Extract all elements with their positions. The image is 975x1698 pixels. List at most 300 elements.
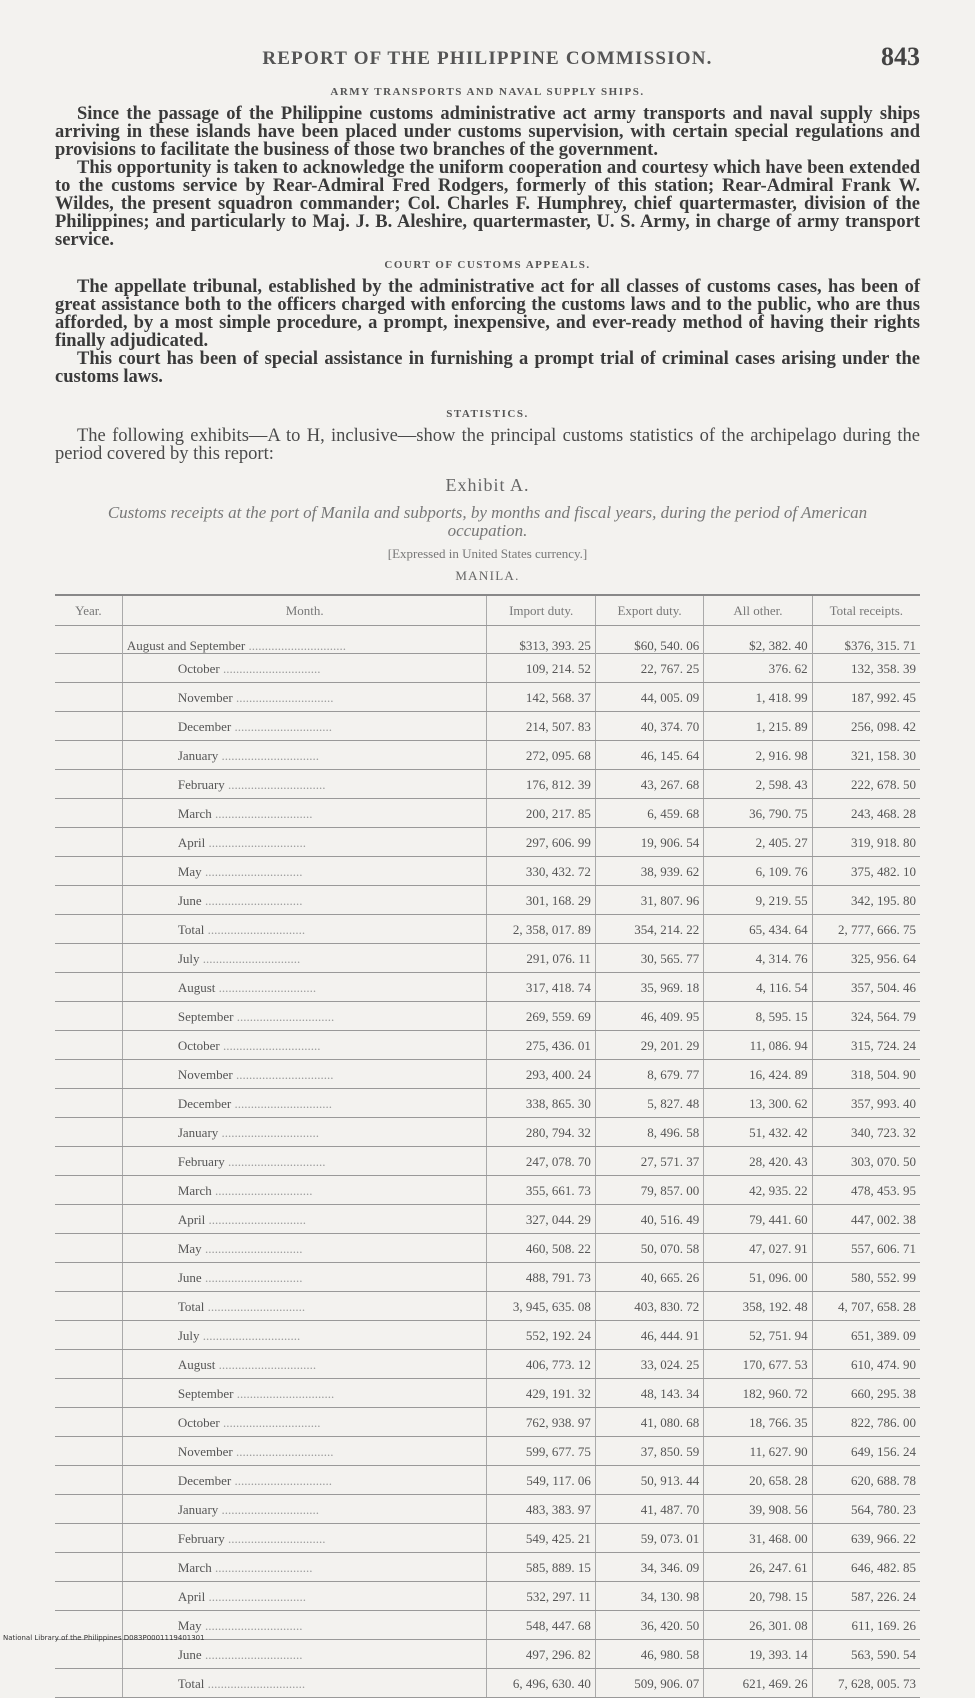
year-cell	[55, 1118, 122, 1147]
export-duty-cell: 6, 459. 68	[595, 799, 703, 828]
total-receipts-cell: 587, 226. 24	[812, 1582, 920, 1611]
export-duty-cell: 354, 214. 22	[595, 915, 703, 944]
month-cell	[122, 1118, 487, 1147]
leader-dots: ..............................	[232, 1066, 334, 1082]
table-total-row	[55, 626, 920, 654]
all-other-cell: 11, 086. 94	[704, 1031, 812, 1060]
year-cell	[55, 1002, 122, 1031]
all-other-cell: 6, 109. 76	[704, 857, 812, 886]
export-duty-cell: 19, 906. 54	[595, 828, 703, 857]
paragraph: The appellate tribunal, established by the administrative act for all classes of customs cases, has been of great assistance both to the officers charged with enforcing the customs laws and to the public, who are thus afforded, by a most simple procedure, a prompt, inexpensive, and ever-ready method of having their rights finally adjudicated.	[55, 277, 920, 351]
export-duty-cell: 34, 130. 98	[595, 1582, 703, 1611]
section-heading-army-transports: ARMY TRANSPORTS AND NAVAL SUPPLY SHIPS.	[330, 86, 645, 98]
leader-dots: ..............................	[201, 1269, 303, 1285]
month-cell	[122, 973, 487, 1002]
total-receipts-cell: 564, 780. 23	[812, 1495, 920, 1524]
import-duty-cell: 3, 945, 635. 08	[487, 1292, 595, 1321]
month-label: July	[177, 950, 200, 966]
month-label: November	[177, 1443, 233, 1459]
total-receipts-cell: 324, 564. 79	[812, 1002, 920, 1031]
year-cell	[55, 1176, 122, 1205]
table-total-row	[55, 1205, 920, 1234]
month-label: July	[177, 1327, 200, 1343]
leader-dots: ..............................	[204, 1675, 306, 1691]
year-cell	[55, 1205, 122, 1234]
leader-dots: ..............................	[232, 1443, 334, 1459]
import-duty-cell: 585, 889. 15	[487, 1553, 595, 1582]
month-label: December	[177, 718, 232, 734]
total-receipts-cell: 340, 723. 32	[812, 1118, 920, 1147]
column-header-month: Month.	[122, 595, 487, 626]
export-duty-cell: 37, 850. 59	[595, 1437, 703, 1466]
export-duty-cell: 22, 767. 25	[595, 654, 703, 683]
leader-dots: ..............................	[233, 1008, 335, 1024]
leader-dots: ..............................	[201, 1240, 303, 1256]
export-duty-cell: 31, 807. 96	[595, 886, 703, 915]
leader-dots: ..............................	[218, 1124, 320, 1140]
total-receipts-cell: 620, 688. 78	[812, 1466, 920, 1495]
import-duty-cell: 762, 938. 97	[487, 1408, 595, 1437]
all-other-cell: 13, 300. 62	[704, 1089, 812, 1118]
all-other-cell: 2, 405. 27	[704, 828, 812, 857]
leader-dots: ..............................	[199, 950, 301, 966]
paragraph: This opportunity is taken to acknowledge the uniform cooperation and courtesy which have been extended to the customs service by Rear-Admiral Fred Rodgers, formerly of this station; Rear-Admiral Frank W. Wildes, the present squadron commander; Col. Charles F. Humphrey, chief quartermaster, division of the Philippines; and particularly to Maj. J. B. Aleshire, quartermaster, U. S. Army, in charge of army transport service.	[55, 158, 920, 250]
table-total-row	[55, 1176, 920, 1205]
table-total-row	[55, 915, 920, 944]
year-cell	[55, 1408, 122, 1437]
table-total-row	[55, 944, 920, 973]
leader-dots: ..............................	[205, 834, 307, 850]
year-cell	[55, 770, 122, 799]
month-cell	[122, 683, 487, 712]
year-cell	[55, 915, 122, 944]
total-receipts-cell: 187, 992. 45	[812, 683, 920, 712]
import-duty-cell: 214, 507. 83	[487, 712, 595, 741]
leader-dots: ..............................	[231, 1095, 333, 1111]
month-cell	[122, 712, 487, 741]
total-receipts-cell: 318, 504. 90	[812, 1060, 920, 1089]
import-duty-cell: 291, 076. 11	[487, 944, 595, 973]
column-header-year: Year.	[55, 595, 122, 626]
year-cell	[55, 799, 122, 828]
all-other-cell: 36, 790. 75	[704, 799, 812, 828]
month-cell	[122, 1176, 487, 1205]
import-duty-cell: 317, 418. 74	[487, 973, 595, 1002]
year-cell	[55, 1495, 122, 1524]
leader-dots: ..............................	[219, 660, 321, 676]
table-total-row	[55, 1089, 920, 1118]
year-cell	[55, 712, 122, 741]
all-other-cell: 358, 192. 48	[704, 1292, 812, 1321]
all-other-cell: 42, 935. 22	[704, 1176, 812, 1205]
export-duty-cell: 36, 420. 50	[595, 1611, 703, 1640]
import-duty-cell: 429, 191. 32	[487, 1379, 595, 1408]
table-total-row	[55, 770, 920, 799]
year-cell	[55, 1437, 122, 1466]
all-other-cell: 31, 468. 00	[704, 1524, 812, 1553]
total-receipts-cell: 4, 707, 658. 28	[812, 1292, 920, 1321]
import-duty-cell: 532, 297. 11	[487, 1582, 595, 1611]
year-cell	[55, 654, 122, 683]
leader-dots: ..............................	[204, 921, 306, 937]
total-receipts-cell: 325, 956. 64	[812, 944, 920, 973]
total-receipts-cell: 639, 966. 22	[812, 1524, 920, 1553]
total-receipts-cell: 7, 628, 005. 73	[812, 1669, 920, 1698]
table-total-row	[55, 1321, 920, 1350]
table-total-row	[55, 1640, 920, 1669]
export-duty-cell: 41, 080. 68	[595, 1408, 703, 1437]
import-duty-cell: 488, 791. 73	[487, 1263, 595, 1292]
table-total-row	[55, 1495, 920, 1524]
import-duty-cell: 6, 496, 630. 40	[487, 1669, 595, 1698]
month-label: May	[177, 1617, 202, 1633]
month-cell	[122, 1234, 487, 1263]
leader-dots: ..............................	[201, 892, 303, 908]
export-duty-cell: 509, 906. 07	[595, 1669, 703, 1698]
month-label: January	[177, 747, 219, 763]
export-duty-cell: 48, 143. 34	[595, 1379, 703, 1408]
export-duty-cell: 40, 516. 49	[595, 1205, 703, 1234]
month-cell	[122, 828, 487, 857]
year-cell	[55, 1321, 122, 1350]
month-cell	[122, 915, 487, 944]
export-duty-cell: 29, 201. 29	[595, 1031, 703, 1060]
year-cell	[55, 1263, 122, 1292]
month-cell	[122, 1205, 487, 1234]
table-total-row	[55, 1437, 920, 1466]
leader-dots: ..............................	[199, 1327, 301, 1343]
month-label: October	[177, 1414, 220, 1430]
all-other-cell: 182, 960. 72	[704, 1379, 812, 1408]
month-label: November	[177, 1066, 233, 1082]
all-other-cell: 28, 420. 43	[704, 1147, 812, 1176]
month-cell	[122, 886, 487, 915]
all-other-cell: 19, 393. 14	[704, 1640, 812, 1669]
month-label: January	[177, 1124, 219, 1140]
all-other-cell: 79, 441. 60	[704, 1205, 812, 1234]
total-receipts-cell: 375, 482. 10	[812, 857, 920, 886]
month-label: October	[177, 1037, 220, 1053]
export-duty-cell: 41, 487. 70	[595, 1495, 703, 1524]
month-label: Total	[177, 1298, 205, 1314]
export-duty-cell: 43, 267. 68	[595, 770, 703, 799]
export-duty-cell: 8, 679. 77	[595, 1060, 703, 1089]
total-receipts-cell: 357, 993. 40	[812, 1089, 920, 1118]
import-duty-cell: 327, 044. 29	[487, 1205, 595, 1234]
all-other-cell: 20, 798. 15	[704, 1582, 812, 1611]
all-other-cell: 51, 432. 42	[704, 1118, 812, 1147]
export-duty-cell: 50, 913. 44	[595, 1466, 703, 1495]
total-receipts-cell: $376, 315. 71	[812, 626, 920, 654]
month-label: February	[177, 1153, 225, 1169]
all-other-cell: 20, 658. 28	[704, 1466, 812, 1495]
leader-dots: ..............................	[204, 1298, 306, 1314]
leader-dots: ..............................	[211, 805, 313, 821]
year-cell	[55, 626, 122, 654]
import-duty-cell: 301, 168. 29	[487, 886, 595, 915]
export-duty-cell: 46, 409. 95	[595, 1002, 703, 1031]
month-cell	[122, 1002, 487, 1031]
table-total-row	[55, 1582, 920, 1611]
month-label: January	[177, 1501, 219, 1517]
import-duty-cell: 280, 794. 32	[487, 1118, 595, 1147]
month-label: June	[177, 1269, 202, 1285]
all-other-cell: 1, 215. 89	[704, 712, 812, 741]
leader-dots: ..............................	[201, 863, 303, 879]
table-total-row	[55, 1408, 920, 1437]
month-cell	[122, 1437, 487, 1466]
leader-dots: ..............................	[224, 1153, 326, 1169]
month-cell	[122, 1147, 487, 1176]
leader-dots: ..............................	[201, 1617, 303, 1633]
export-duty-cell: $60, 540. 06	[595, 626, 703, 654]
table-body	[55, 626, 920, 1698]
export-duty-cell: 40, 374. 70	[595, 712, 703, 741]
year-cell	[55, 1060, 122, 1089]
month-cell	[122, 1031, 487, 1060]
month-cell	[122, 1408, 487, 1437]
month-cell	[122, 654, 487, 683]
export-duty-cell: 38, 939. 62	[595, 857, 703, 886]
table-total-row	[55, 1031, 920, 1060]
table-total-row	[55, 1379, 920, 1408]
export-duty-cell: 46, 980. 58	[595, 1640, 703, 1669]
year-cell	[55, 1379, 122, 1408]
all-other-cell: 8, 595. 15	[704, 1002, 812, 1031]
total-receipts-cell: 315, 724. 24	[812, 1031, 920, 1060]
export-duty-cell: 30, 565. 77	[595, 944, 703, 973]
export-duty-cell: 5, 827. 48	[595, 1089, 703, 1118]
export-duty-cell: 34, 346. 09	[595, 1553, 703, 1582]
export-duty-cell: 40, 665. 26	[595, 1263, 703, 1292]
total-receipts-cell: 321, 158. 30	[812, 741, 920, 770]
all-other-cell: 621, 469. 26	[704, 1669, 812, 1698]
month-cell	[122, 1292, 487, 1321]
month-label: March	[177, 1559, 212, 1575]
table-total-row	[55, 973, 920, 1002]
total-receipts-cell: 563, 590. 54	[812, 1640, 920, 1669]
month-cell	[122, 1379, 487, 1408]
month-cell	[122, 741, 487, 770]
leader-dots: ..............................	[224, 776, 326, 792]
total-receipts-cell: 660, 295. 38	[812, 1379, 920, 1408]
section-heading-statistics: STATISTICS.	[446, 408, 529, 420]
export-duty-cell: 33, 024. 25	[595, 1350, 703, 1379]
table-header-row	[55, 595, 920, 626]
month-cell	[122, 1640, 487, 1669]
year-cell	[55, 828, 122, 857]
export-duty-cell: 44, 005. 09	[595, 683, 703, 712]
import-duty-cell: 200, 217. 85	[487, 799, 595, 828]
import-duty-cell: 549, 117. 06	[487, 1466, 595, 1495]
year-cell	[55, 1147, 122, 1176]
month-label: December	[177, 1472, 232, 1488]
column-header-total-receipts: Total receipts.	[812, 595, 920, 626]
year-cell	[55, 973, 122, 1002]
all-other-cell: $2, 382. 40	[704, 626, 812, 654]
year-cell	[55, 1524, 122, 1553]
export-duty-cell: 27, 571. 37	[595, 1147, 703, 1176]
export-duty-cell: 403, 830. 72	[595, 1292, 703, 1321]
month-label: Total	[177, 1675, 205, 1691]
import-duty-cell: 552, 192. 24	[487, 1321, 595, 1350]
export-duty-cell: 50, 070. 58	[595, 1234, 703, 1263]
month-label: April	[177, 1588, 206, 1604]
month-label: June	[177, 892, 202, 908]
all-other-cell: 2, 916. 98	[704, 741, 812, 770]
all-other-cell: 39, 908. 56	[704, 1495, 812, 1524]
import-duty-cell: 293, 400. 24	[487, 1060, 595, 1089]
table-total-row	[55, 1002, 920, 1031]
month-cell	[122, 1466, 487, 1495]
leader-dots: ..............................	[205, 1588, 307, 1604]
total-receipts-cell: 610, 474. 90	[812, 1350, 920, 1379]
month-label: Total	[177, 921, 205, 937]
export-duty-cell: 59, 073. 01	[595, 1524, 703, 1553]
month-cell	[122, 626, 487, 654]
import-duty-cell: 109, 214. 52	[487, 654, 595, 683]
all-other-cell: 170, 677. 53	[704, 1350, 812, 1379]
column-header-import-duty: Import duty.	[487, 595, 595, 626]
month-label: March	[177, 805, 212, 821]
page-number: 843	[881, 42, 920, 71]
month-label: September	[177, 1008, 234, 1024]
leader-dots: ..............................	[218, 1501, 320, 1517]
import-duty-cell: 548, 447. 68	[487, 1611, 595, 1640]
month-label: May	[177, 863, 202, 879]
leader-dots: ..............................	[215, 979, 317, 995]
all-other-cell: 51, 096. 00	[704, 1263, 812, 1292]
year-cell	[55, 1031, 122, 1060]
total-receipts-cell: 557, 606. 71	[812, 1234, 920, 1263]
page-title: REPORT OF THE PHILIPPINE COMMISSION.	[262, 48, 713, 69]
import-duty-cell: 549, 425. 21	[487, 1524, 595, 1553]
table-total-row	[55, 857, 920, 886]
table-total-row	[55, 799, 920, 828]
month-label: December	[177, 1095, 232, 1111]
import-duty-cell: 483, 383. 97	[487, 1495, 595, 1524]
import-duty-cell: 599, 677. 75	[487, 1437, 595, 1466]
table-total-row	[55, 1292, 920, 1321]
year-cell	[55, 1669, 122, 1698]
export-duty-cell: 8, 496. 58	[595, 1118, 703, 1147]
leader-dots: ..............................	[219, 1037, 321, 1053]
month-label: April	[177, 1211, 206, 1227]
table-total-row	[55, 741, 920, 770]
year-cell	[55, 1466, 122, 1495]
total-receipts-cell: 651, 389. 09	[812, 1321, 920, 1350]
table-total-row	[55, 1553, 920, 1582]
year-cell	[55, 741, 122, 770]
all-other-cell: 2, 598. 43	[704, 770, 812, 799]
all-other-cell: 65, 434. 64	[704, 915, 812, 944]
month-cell	[122, 857, 487, 886]
table-total-row	[55, 712, 920, 741]
exhibit-caption: Customs receipts at the port of Manila and subports, by months and fiscal years, during the period of American occupation.	[107, 503, 868, 540]
year-cell	[55, 683, 122, 712]
month-cell	[122, 1582, 487, 1611]
all-other-cell: 18, 766. 35	[704, 1408, 812, 1437]
table-total-row	[55, 886, 920, 915]
table-total-row	[55, 683, 920, 712]
all-other-cell: 16, 424. 89	[704, 1060, 812, 1089]
month-label: June	[177, 1646, 202, 1662]
total-receipts-cell: 478, 453. 95	[812, 1176, 920, 1205]
total-receipts-cell: 256, 098. 42	[812, 712, 920, 741]
total-receipts-cell: 822, 786. 00	[812, 1408, 920, 1437]
year-cell	[55, 1350, 122, 1379]
total-receipts-cell: 243, 468. 28	[812, 799, 920, 828]
total-receipts-cell: 319, 918. 80	[812, 828, 920, 857]
leader-dots: ..............................	[215, 1356, 317, 1372]
month-cell	[122, 1089, 487, 1118]
leader-dots: ..............................	[201, 1646, 303, 1662]
month-cell	[122, 1495, 487, 1524]
total-receipts-cell: 222, 678. 50	[812, 770, 920, 799]
month-label: October	[177, 660, 220, 676]
table-total-row	[55, 1466, 920, 1495]
export-duty-cell: 35, 969. 18	[595, 973, 703, 1002]
table-total-row	[55, 654, 920, 683]
all-other-cell: 52, 751. 94	[704, 1321, 812, 1350]
all-other-cell: 4, 314. 76	[704, 944, 812, 973]
export-duty-cell: 46, 444. 91	[595, 1321, 703, 1350]
leader-dots: ..............................	[232, 689, 334, 705]
total-receipts-cell: 342, 195. 80	[812, 886, 920, 915]
paragraph: Since the passage of the Philippine customs administrative act army transports and naval supply ships arriving in these islands have been placed under customs supervision, with certain special regulations and provisions to facilitate the business of those two branches of the government.	[55, 104, 920, 160]
document-page	[55, 42, 920, 1698]
import-duty-cell: 269, 559. 69	[487, 1002, 595, 1031]
year-cell	[55, 886, 122, 915]
total-receipts-cell: 611, 169. 26	[812, 1611, 920, 1640]
month-label: September	[177, 1385, 234, 1401]
import-duty-cell: 406, 773. 12	[487, 1350, 595, 1379]
leader-dots: ..............................	[211, 1182, 313, 1198]
table-total-row	[55, 1118, 920, 1147]
leader-dots: ..............................	[219, 1414, 321, 1430]
import-duty-cell: 176, 812. 39	[487, 770, 595, 799]
month-cell	[122, 1524, 487, 1553]
all-other-cell: 4, 116. 54	[704, 973, 812, 1002]
all-other-cell: 11, 627. 90	[704, 1437, 812, 1466]
table-total-row	[55, 1669, 920, 1698]
leader-dots: ..............................	[231, 718, 333, 734]
import-duty-cell: 297, 606. 99	[487, 828, 595, 857]
year-cell	[55, 857, 122, 886]
table-total-row	[55, 1350, 920, 1379]
month-label: February	[177, 1530, 225, 1546]
exhibit-subheading: MANILA.	[455, 568, 520, 583]
month-label: March	[177, 1182, 212, 1198]
month-label: August	[177, 979, 216, 995]
exhibit-note: [Expressed in United States currency.]	[387, 546, 588, 561]
table-total-row	[55, 1524, 920, 1553]
month-label: April	[177, 834, 206, 850]
month-cell	[122, 1669, 487, 1698]
month-cell	[122, 1060, 487, 1089]
export-duty-cell: 46, 145. 64	[595, 741, 703, 770]
import-duty-cell: 338, 865. 30	[487, 1089, 595, 1118]
year-cell	[55, 944, 122, 973]
table-total-row	[55, 1263, 920, 1292]
total-receipts-cell: 646, 482. 85	[812, 1553, 920, 1582]
month-label: May	[177, 1240, 202, 1256]
leader-dots: ..............................	[233, 1385, 335, 1401]
year-cell	[55, 1582, 122, 1611]
column-header-export-duty: Export duty.	[595, 595, 703, 626]
running-head	[55, 42, 920, 76]
customs-receipts-table	[55, 594, 920, 1698]
